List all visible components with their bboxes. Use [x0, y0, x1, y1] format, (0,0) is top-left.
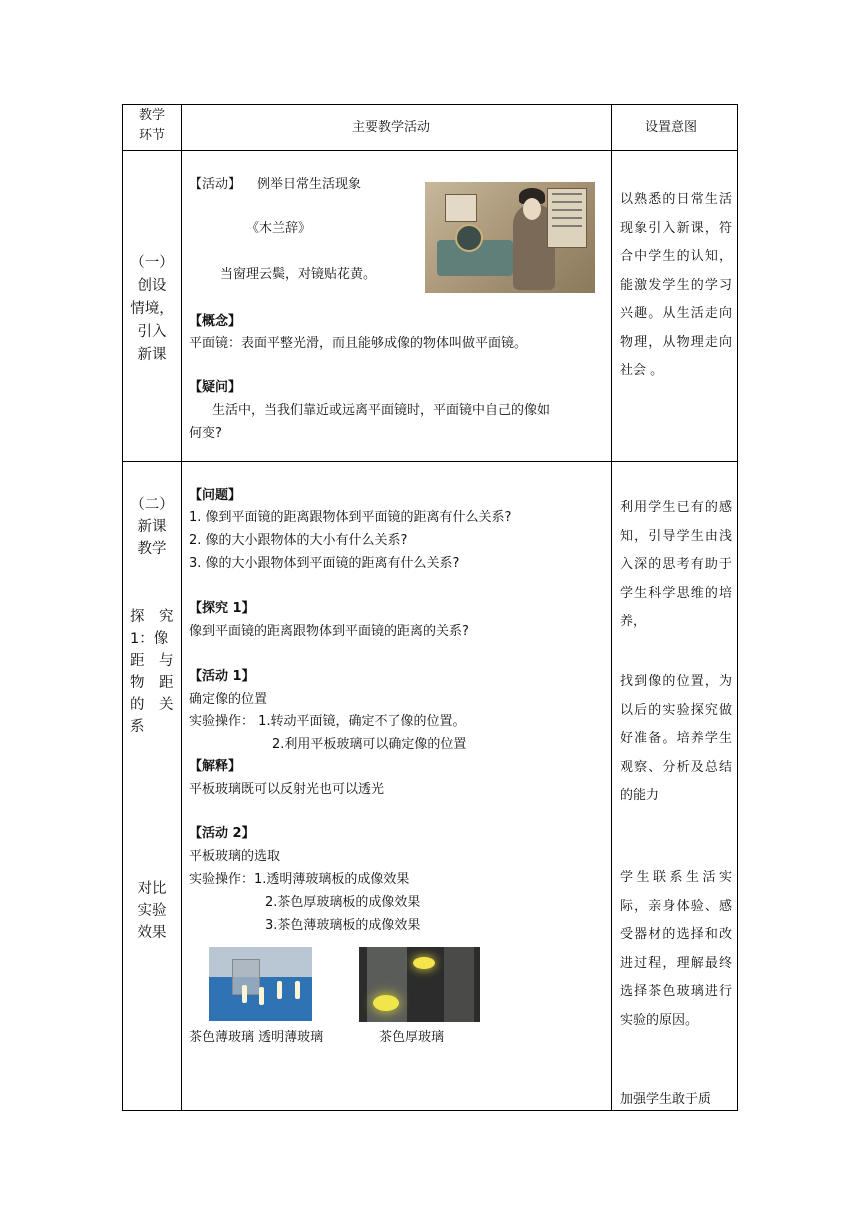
table-border-top — [122, 104, 738, 105]
question-line-1: 生活中，当我们靠近或远离平面镜时，平面镜中自己的像如 — [212, 403, 551, 418]
problem-1: 1. 像到平面镜的距离跟物体到平面镜的距离有什么关系? — [189, 510, 512, 525]
thick-glass-photo — [359, 947, 480, 1022]
header-stage: 教学 环节 — [138, 108, 165, 143]
activity2-title: 平板玻璃的选取 — [189, 849, 281, 864]
activity2-op1: 实验操作：1.透明薄玻璃板的成像效果 — [189, 872, 410, 887]
photo-caption-2: 茶色厚玻璃 — [379, 1030, 445, 1045]
activity1-op1: 实验操作： 1.转动平面镜，确定不了像的位置。 — [189, 714, 466, 729]
mulan-painting-image — [425, 182, 595, 293]
concept-label: 【概念】 — [189, 314, 242, 329]
question-label: 【疑问】 — [189, 380, 242, 395]
stage-2: （二） 新课 教学 — [130, 497, 174, 557]
intent-5: 加强学生敢于质 — [620, 1092, 712, 1107]
activity2-op3: 3.茶色薄玻璃板的成像效果 — [265, 918, 421, 933]
header-activities: 主要教学活动 — [352, 120, 431, 135]
activity1-op2: 2.利用平板玻璃可以确定像的位置 — [272, 737, 467, 752]
intent-1: 以熟悉的日常生活现象引入新课，符合中学生的认知，能激发学生的学习兴趣。从生活走向物理，从物理走向社会 。 — [620, 192, 732, 378]
activity-label: 【活动】 — [189, 177, 242, 192]
stage-contrast: 对比 实验 效果 — [137, 881, 167, 941]
activity2-op2: 2.茶色厚玻璃板的成像效果 — [265, 895, 421, 910]
explain-text: 平板玻璃既可以反射光也可以透光 — [189, 782, 385, 797]
intent-2: 利用学生已有的感知，引导学生由浅入深的思考有助于学生科学思维的培养， — [620, 500, 732, 629]
activity1-title: 确定像的位置 — [189, 692, 268, 707]
activity1-label: 【活动 1】 — [189, 669, 255, 684]
column-divider-2 — [611, 104, 612, 1111]
header-intent: 设置意图 — [645, 120, 698, 135]
photo-caption-1: 茶色薄玻璃 透明薄玻璃 — [189, 1030, 324, 1045]
intent-3: 找到像的位置，为以后的实验探究做好准备。培养学生观察、分析及总结的能力 — [620, 674, 732, 803]
stage-1: （一） 创设 情境， 引入 新课 — [130, 255, 174, 363]
thin-glass-photo — [209, 947, 312, 1021]
problem-label: 【问题】 — [189, 488, 242, 503]
concept-text: 平面镜：表面平整光滑，而且能够成像的物体叫做平面镜。 — [189, 336, 528, 351]
problem-3: 3. 像的大小跟物体到平面镜的距离有什么关系? — [189, 556, 460, 571]
intent-4: 学生联系生活实际，亲身体验、感受器材的选择和改进过程，理解最终选择茶色玻璃进行实验的原因。 — [620, 870, 732, 1028]
activity2-label: 【活动 2】 — [189, 826, 255, 841]
poem-line: 当窗理云鬓，对镜贴花黄。 — [220, 267, 377, 282]
table-border-left — [122, 104, 123, 1111]
question-line-2: 何变? — [189, 426, 222, 441]
table-border-right — [737, 104, 738, 1111]
row-divider — [122, 461, 738, 462]
activity-text: 例举日常生活现象 — [257, 177, 362, 192]
column-divider-1 — [181, 104, 182, 1111]
problem-2: 2. 像的大小跟物体的大小有什么关系? — [189, 533, 408, 548]
explore-label: 【探究 1】 — [189, 601, 255, 616]
header-divider — [122, 150, 738, 151]
explain-label: 【解释】 — [189, 759, 242, 774]
stage-explore: 探 究 1：像 距 与 物 距 的 关 系 — [130, 609, 174, 735]
poem-title: 《木兰辞》 — [246, 221, 312, 236]
explore-text: 像到平面镜的距离跟物体到平面镜的距离的关系? — [189, 624, 469, 639]
